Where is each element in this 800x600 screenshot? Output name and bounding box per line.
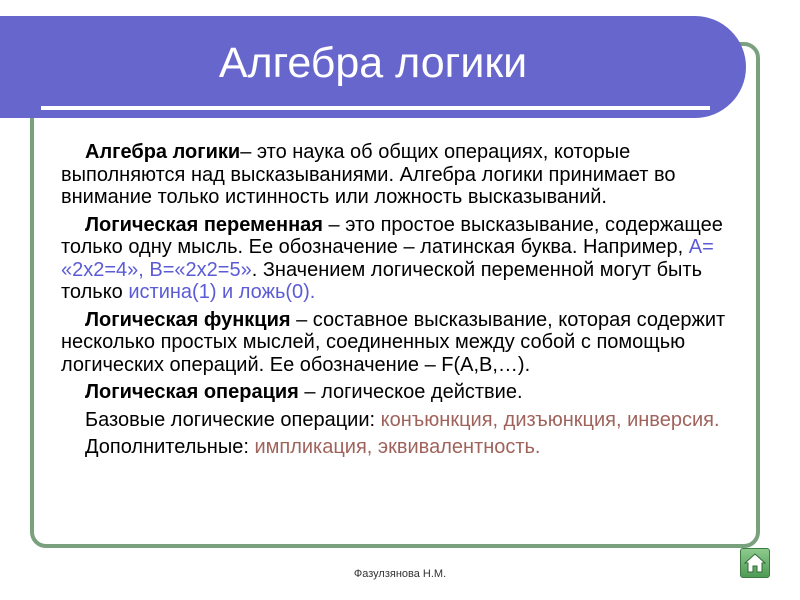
additional-operations-label: Дополнительные: bbox=[85, 436, 255, 458]
definition-logic-function bbox=[61, 309, 741, 377]
term-logic-operation: Логическая операция bbox=[85, 381, 299, 403]
additional-operations bbox=[61, 436, 741, 459]
slide-title: Алгебра логики bbox=[218, 38, 528, 87]
definition-text: . Значением логической переменной могут быть только bbox=[61, 258, 703, 303]
values-highlight: истина(1) и ложь(0). bbox=[128, 281, 316, 303]
basic-operations-list: конъюнкция, дизъюнкция, инверсия. bbox=[380, 408, 720, 431]
example-highlight: А= «2х2=4», В=«2х2=5» bbox=[61, 236, 714, 281]
definition-logic-operation bbox=[61, 381, 741, 404]
definition-text: – это наука об общих операциях, которые выполняются над высказываниями. Алгебра логики принимает во внимание только истинность или ложность высказываний. bbox=[61, 141, 676, 208]
term-algebra-logic: Алгебра логики bbox=[85, 141, 241, 163]
home-button[interactable] bbox=[740, 548, 770, 578]
definition-text: – логическое действие. bbox=[298, 381, 523, 403]
definition-text: – это простое высказывание, содержащее только одну мысль. Ее обозначение – латинская буква. Например, bbox=[61, 213, 723, 258]
title-underline bbox=[41, 106, 710, 110]
definition-text: – составное высказывание, которая содержит несколько простых мыслей, соединенных между собой с помощью логических операций. Ее обозначение – F(A,B,…). bbox=[61, 308, 726, 376]
additional-operations-list: импликация, эквивалентность. bbox=[254, 436, 541, 458]
term-logic-function: Логическая функция bbox=[85, 308, 291, 331]
slide-body bbox=[61, 141, 741, 464]
basic-operations bbox=[61, 409, 741, 432]
home-icon bbox=[743, 551, 767, 575]
definition-algebra-logic bbox=[61, 141, 741, 209]
footer-author: Фазулзянова Н.М. bbox=[353, 568, 447, 580]
definition-logic-variable bbox=[61, 214, 741, 304]
basic-operations-label: Базовые логические операции: bbox=[85, 408, 381, 431]
term-logic-variable: Логическая переменная bbox=[85, 213, 323, 236]
